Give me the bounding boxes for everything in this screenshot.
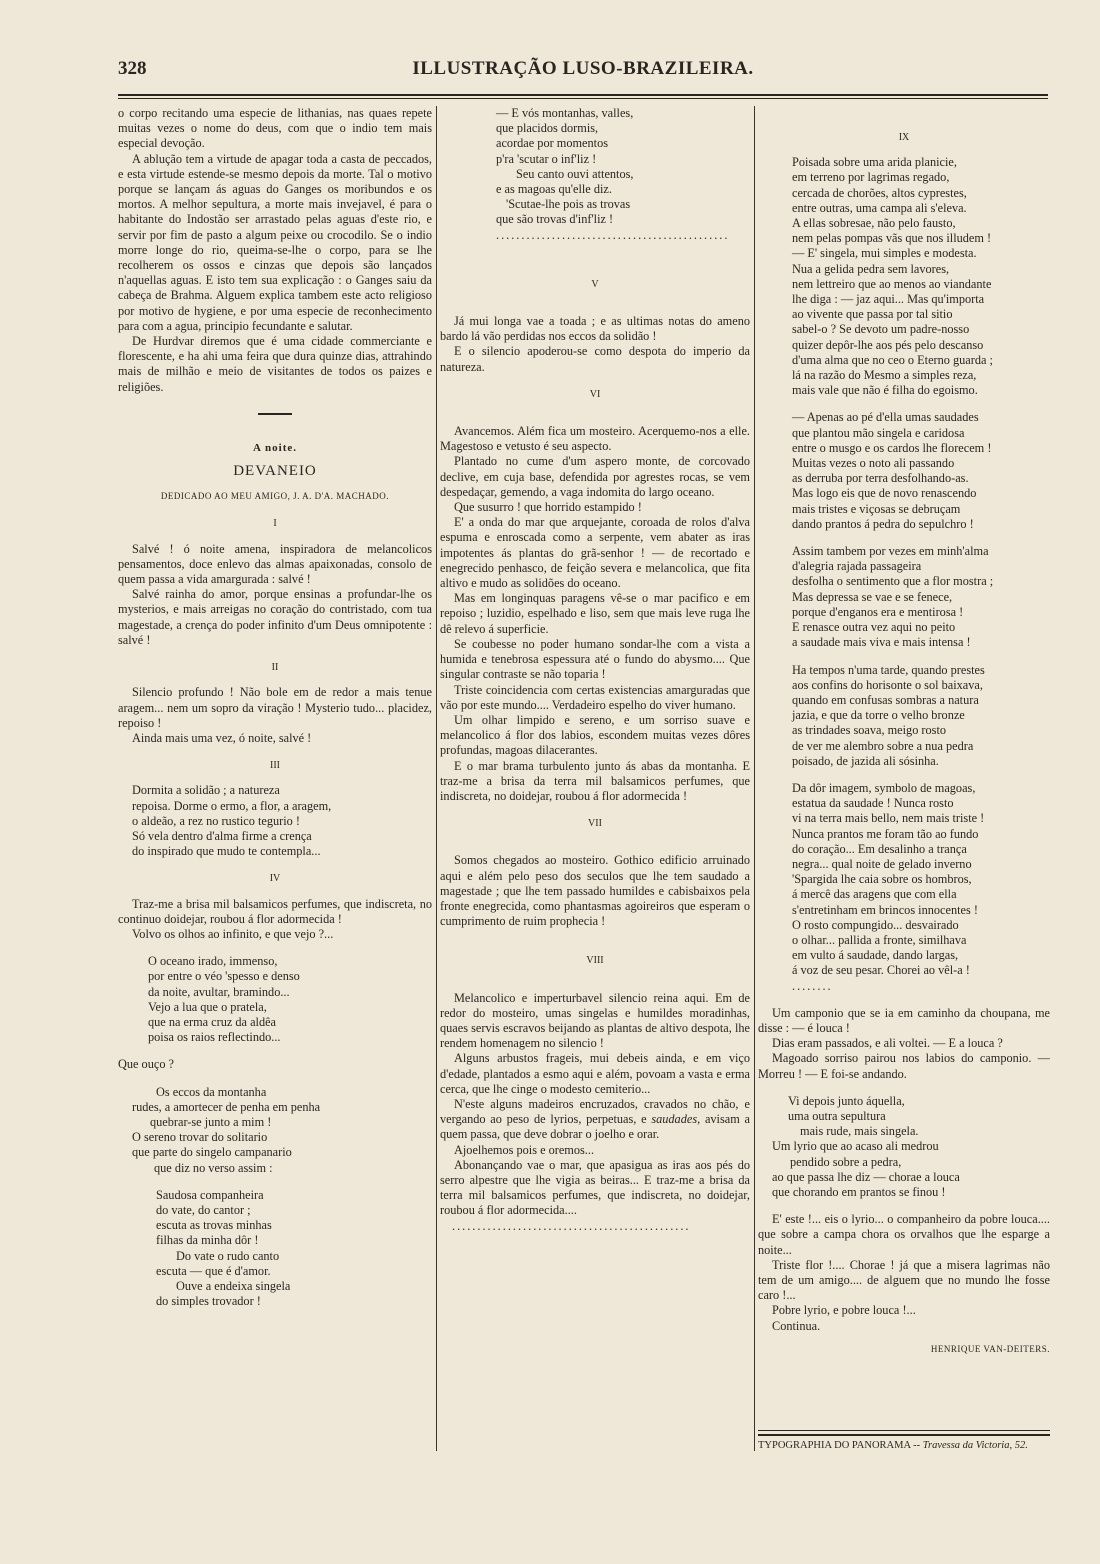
paragraph: Dias eram passados, e ali voltei. — E a louca ? (772, 1036, 1003, 1051)
ellipsis-line: .............................................. (496, 227, 730, 242)
paragraph: Abonançando vae o mar, que apasigua as iras aos pés do serro alpestre que lhe vigia as beiras... E traz-me a brisa da terra mil balsamicos perfumes, que indiscreta, no doidejar, roubou á flor adormecida.... (440, 1157, 750, 1218)
verse-line: 'Scutae-lhe pois as trovas (506, 197, 631, 212)
verse-line: 'Spargida lhe caia sobre os hombros, (792, 872, 972, 887)
verse-line: Ha tempos n'uma tarde, quando prestes (792, 662, 985, 677)
paragraph: Magoado sorriso pairou nos labios do camponio. — Morreu ! — E foi-se andando. (758, 1051, 1050, 1081)
verse-line: vi na terra mais bello, nem mais triste ! (792, 811, 985, 826)
verse-stanza (118, 954, 432, 1045)
verse-line: Mas logo eis que de novo renascendo (792, 486, 977, 501)
column-divider (754, 106, 755, 1451)
verse-line: — E vós montanhas, valles, (496, 106, 634, 120)
verse-line: as derruba por terra desfolhando-as. (792, 471, 969, 486)
verse-line: sabel-o ? Se devoto um padre-nosso (792, 322, 970, 337)
paragraph: Se coubesse no poder humano sondar-lhe com a vista a humida e tenebrosa espessura até o fundo do abysmo.... Que singular contraste se não toparia ! (440, 636, 750, 682)
verse-line: do simples trovador ! (156, 1294, 261, 1309)
paragraph: Somos chegados ao mosteiro. Gothico edificio arruinado aqui e além pelo peso dos seculos que lhe tem saudado a magestade ; que lhe tem passado humildes e cabisbaixos pela fronte enegrecida, como phantasmas agoireiros que esperam o cumprimento de ruim prophecia ! (440, 853, 750, 929)
verse-line: filhas da minha dôr ! (156, 1233, 259, 1248)
verse-line: á mercê das aragens que com ella (792, 887, 957, 902)
verse-line: — Apenas ao pé d'ella umas saudades (792, 410, 979, 425)
verse-line: da noite, avultar, bramindo... (148, 984, 290, 999)
verse-line: — E' singela, mui simples e modesta. (792, 246, 977, 261)
verse-line: O sereno trovar do solitario (132, 1130, 268, 1145)
verse-line: Que ouço ? (118, 1057, 174, 1072)
paragraph: Que susurro ! que horrido estampido ! (454, 500, 642, 515)
section-numeral: VII (588, 818, 602, 830)
verse-line: o olhar... pallida a fronte, similhava (792, 932, 967, 947)
verse-line: ao que passa lhe diz — chorae a louca (772, 1169, 960, 1184)
verse-line: porque d'enganos era e mentirosa ! (792, 604, 964, 619)
verse-line: jazia, e que da torre o velho bronze (792, 708, 965, 723)
article-title: A noite. (252, 441, 298, 454)
verse-line: em vulto á saudade, dando largas, (792, 948, 959, 963)
verse-stanza (118, 1188, 432, 1310)
verse-line: quizer depôr-lhe aos pés pelo descanso (792, 337, 984, 352)
verse-line: lhe diga : — jaz aqui... Mas qu'importa (792, 292, 985, 307)
paragraph (440, 1097, 750, 1143)
verse-line: Mas depressa se vae e se fenece, (792, 589, 953, 604)
paragraph: E' a onda do mar que arquejante, coroada de rolos d'alva espuma e enroscada como a serpente, vem abater as iras impotentes ás plantas do grã-senhor ! — de recortado e enegrecido penhasco, de feição severa e melancolica, que fita altivo e mudo as solidões do oceano. (440, 515, 750, 591)
verse-line: poisa os raios reflectindo... (148, 1030, 281, 1045)
verse-stanza (440, 106, 750, 228)
paragraph: Melancolico e imperturbavel silencio reina aqui. Em de redor do mosteiro, umas singelas e humildes moradinhas, quaes servis escravos beijando as plantas de altivo despota, lhe rendem homenagem no silencio ! (440, 990, 750, 1051)
section-numeral: II (271, 662, 279, 674)
paragraph: A ablução tem a virtude de apagar toda a casta de peccados, e esta virtude estende-se mesmo depois da morte. Tal o motivo porque se lançam ás aguas do Ganges os moribundos e os mortos. A melhor sepultura, a morte mais invejavel, é para o habitante do Indostão ser arrastado pelas aguas d'este rio, e servir por fim de pasto a algum peixe ou crocodilo. Se o indio morre longe do rio, queima-se-lhe o corpo, para se lhe recolherem os ossos e cinzas que depois são lançados n'aquellas aguas. E isto tem sua explicação : o Ganges saiu da cabeça de Brahma. Alguem explica tambem este acto religioso por motivo de hygiene, e por uma especie de reconhecimento para com a agua, principio fecundante e salutar. (118, 151, 432, 333)
verse-stanza (758, 544, 1050, 650)
verse-line: p'ra 'scutar o inf'liz ! (496, 151, 597, 166)
verse-line: de ver me alembro sobre a nua pedra (792, 738, 974, 753)
verse-line: s'entretinham em brincos innocentes ! (792, 902, 978, 917)
article-subtitle: DEVANEIO (233, 463, 317, 480)
verse-line: que chorando em prantos se finou ! (772, 1185, 946, 1199)
verse-line: Nua a gelida pedra sem lavores, (792, 261, 950, 276)
italic-word: saudades (651, 1112, 698, 1127)
verse-line: E renasce outra vez aqui no peito (792, 620, 956, 635)
paragraph: Triste coincidencia com certas existencias amarguradas que vão por este mundo.... Verdadeiro espelho do viver humano. (440, 682, 750, 712)
verse-line: quando em confusas sombras a natura (792, 692, 979, 707)
paragraph: Salvé ! ó noite amena, inspiradora de melancolicos pensamentos, doce enlevo das almas apaixonadas, consolo de quem passa a vida amargurada : salvé ! (118, 541, 432, 587)
paragraph: E o silencio apoderou-se como despota do imperio da natureza. (440, 344, 750, 374)
verse-line: uma outra sepultura (788, 1108, 886, 1123)
verse-line: nem pelas pompas vãs que nos illudem ! (792, 231, 992, 246)
paragraph: Avancemos. Além fica um mosteiro. Acerquemo-nos a elle. Magestoso e vetusto é seu aspecto. (440, 424, 750, 454)
verse-line: do coração... Em desalinho a trança (792, 841, 967, 856)
verse-line: Ouve a endeixa singela (176, 1279, 291, 1293)
verse-line: Dormita a solidão ; a natureza (132, 783, 280, 798)
verse-line: as trindades soava, meigo rosto (792, 723, 947, 738)
page-number: 328 (118, 58, 147, 79)
verse-line: estatua da saudade ! Nunca rosto (792, 796, 954, 811)
verse-line: em terreno por lagrimas regado, (792, 170, 950, 185)
verse-line: mais tristes e viçosas se debruçam (792, 501, 961, 516)
verse-line: entre outras, uma campa ali s'eleva. (792, 200, 967, 215)
ellipsis-line: ............................................... (452, 1218, 691, 1233)
verse-line: Um lyrio que ao acaso ali medrou (772, 1139, 939, 1154)
verse-line: Só vela dentro d'alma firme a crença (132, 828, 312, 843)
verse-line: o aldeão, a rez no rustico tegurio ! (132, 813, 300, 828)
verse-line: que na erma cruz da aldêa (148, 1014, 277, 1029)
paragraph: Já mui longa vae a toada ; e as ultimas notas do ameno bardo lá vão perdidas nos eccos da solidão ! (440, 314, 750, 344)
paragraph: Volvo os olhos ao infinito, e que vejo ?... (132, 926, 334, 941)
journal-title: ILLUSTRAÇÃO LUSO-BRAZILEIRA. (412, 58, 754, 79)
section-numeral: IV (269, 873, 281, 885)
verse-line: Saudosa companheira (156, 1187, 264, 1202)
paragraph: Pobre lyrio, e pobre louca !... (772, 1303, 916, 1318)
column-divider (436, 106, 437, 1451)
verse-line: do vate, do cantor ; (156, 1202, 251, 1217)
verse-line: e as magoas qu'elle diz. (496, 182, 612, 197)
verse-stanza (758, 1094, 1050, 1200)
verse-line: a saudade mais viva e mais intensa ! (792, 635, 971, 650)
section-numeral: I (273, 518, 277, 530)
verse-line: Poisada sobre uma arida planicie, (792, 155, 957, 170)
paragraph: Silencio profundo ! Não bole em de redor a mais tenue aragem... nem um sopro da viração ! Mysterio tudo... placidez, repoiso ! (118, 685, 432, 730)
section-numeral: VI (589, 388, 601, 400)
verse-line: d'uma alma que no ceo o Eterno guarda ; (792, 352, 993, 367)
paragraph: Salvé rainha do amor, porque ensinas a profundar-lhe os mysterios, e mais arreigas no coração do contristado, com tua magestade, a crença do poder infinito d'um Deus omnipotente : salvé ! (118, 587, 432, 647)
section-numeral: V (591, 278, 599, 290)
paragraph: Ainda mais uma vez, ó noite, salvé ! (132, 730, 312, 745)
verse-line: do inspirado que mudo te contempla... (132, 844, 321, 859)
header-rule (118, 94, 1048, 96)
column-3 (758, 106, 1050, 1456)
separator-rule (258, 413, 292, 415)
dedication: DEDICADO AO MEU AMIGO, J. A. D'A. MACHADO. (160, 491, 390, 502)
verse-line: Do vate o rudo canto (176, 1248, 280, 1263)
verse-line: mais rude, mais singela. (800, 1124, 919, 1139)
verse-line: lá na razão do Mesmo a simples reza, (792, 368, 977, 383)
verse-line: negra... qual noite de gelado inverno (792, 856, 972, 871)
verse-line: pendido sobre a pedra, (790, 1154, 902, 1169)
paragraph: Plantado no cume d'um aspero monte, de corcovado declive, em cuja base, defendida por agrestes rocas, se vem despedaçar, gemendo, a vaga indomita do largo oceano. (440, 454, 750, 499)
verse-line: por entre o véo 'spesso e denso (148, 969, 300, 984)
verse-line: que diz no verso assim : (154, 1160, 273, 1175)
verse-stanza (758, 781, 1050, 979)
verse-line: mais vale que não é filha do egoismo. (792, 383, 978, 398)
verse-stanza (758, 155, 1050, 398)
verse-line: O rosto compungido... desvairado (792, 917, 959, 932)
author-signature: HENRIQUE VAN-DEITERS. (930, 1343, 1050, 1354)
verse-line: acordae por momentos (496, 136, 608, 151)
verse-line: que parte do singelo campanario (132, 1145, 292, 1160)
ellipsis-line: ........ (792, 978, 833, 993)
verse-line: nem lettreiro que ao menos ao viandante (792, 276, 992, 291)
paragraph: Triste flor !.... Chorae ! já que a misera lagrimas não tem de um amigo.... de alguem que no mundo lhe fosse caro !... (758, 1257, 1050, 1303)
verse-line: Assim tambem por vezes em minh'alma (792, 544, 989, 559)
verse-line: Vi depois junto áquella, (788, 1093, 905, 1108)
column-2 (440, 106, 750, 1456)
paragraph: De Hurdvar diremos que é uma cidade commerciante e florescente, e ha ahi uma feira que dura quinze dias, attrahindo mais de milhão e meio de visitantes de todos os paizes e religiões. (118, 334, 432, 394)
footer-rule-thick (758, 1434, 1050, 1436)
verse-line: desfolha o sentimento que a flor mostra ; (792, 574, 994, 589)
verse-line: Da dôr imagem, symbolo de magoas, (792, 780, 976, 795)
printer-name: TYPOGRAPHIA DO PANORAMA -- (758, 1440, 921, 1451)
verse-line: escuta — que é d'amor. (156, 1263, 271, 1278)
verse-line: poisado, de jazida ali sósinha. (792, 753, 939, 768)
verse-line: Os eccos da montanha (156, 1084, 267, 1099)
verse-line: á voz de seu pesar. Chorei ao vêl-a ! (792, 963, 970, 978)
verse-line: Vejo a lua que o pratela, (148, 999, 267, 1014)
verse-line: entre o musgo e os cardos lhe florecem ! (792, 440, 992, 455)
verse-stanza (758, 410, 1050, 532)
verse-line: aos confins do horisonte o sol baixava, (792, 677, 983, 692)
verse-line: rudes, a amortecer de penha em penha (132, 1099, 321, 1114)
verse-line: ao vivente que passa por tal sitio (792, 307, 953, 322)
verse-line: que são trovas d'inf'liz ! (496, 212, 614, 227)
verse-line: d'alegria rajada passageira (792, 559, 922, 574)
verse-line: quebrar-se junto a mim ! (150, 1114, 272, 1129)
verse-line: Seu canto ouvi attentos, (516, 166, 634, 181)
paragraph: Ajoelhemos pois e oremos... (454, 1142, 595, 1157)
verse-line: repoisa. Dorme o ermo, a flor, a aragem, (132, 798, 332, 813)
paragraph: Um camponio que se ia em caminho da choupana, me disse : — é louca ! (758, 1005, 1050, 1035)
verse-stanza (118, 1085, 432, 1176)
printer-imprint (758, 1440, 1058, 1451)
verse-line: Muitas vezes o noto ali passando (792, 456, 955, 471)
section-numeral: III (270, 760, 280, 772)
section-numeral: VIII (586, 955, 604, 967)
verse-line: dando prantos á pedra do sepulchro ! (792, 516, 974, 531)
text-run: N'este alguns madeiros encruzados, cravados no chão, e vergando ao peso de lyrios, perpetuas, e (440, 1096, 750, 1127)
column-1 (118, 106, 432, 1456)
paragraph: E' este !... eis o lyrio... o companheiro da pobre louca.... que sobre a campa chora os orvalhos que lhe esparge a noite... (758, 1212, 1050, 1257)
to-be-continued: Continua. (772, 1318, 821, 1333)
verse-stanza (118, 783, 432, 859)
header-rule-thin (118, 98, 1048, 99)
verse-line: Nunca prantos me foram tão ao fundo (792, 826, 979, 841)
verse-line: O oceano irado, immenso, (148, 954, 278, 969)
page-header (118, 58, 1048, 84)
paragraph: o corpo recitando uma especie de lithanias, nas quaes repete muitas vezes o nome do deus, com que o indio tem mais especial devoção. (118, 106, 432, 151)
printer-address: Travessa da Victoria, 52. (922, 1440, 1028, 1451)
verse-stanza (758, 663, 1050, 769)
verse-line: que placidos dormis, (496, 121, 599, 136)
paragraph: E o mar brama turbulento junto ás abas da montanha. E traz-me a brisa da terra mil balsamicos perfumes, que indiscreta, no doidejar, roubou á flor adormecida ! (440, 758, 750, 803)
verse-line: cercada de chorões, altos cyprestes, (792, 185, 967, 200)
text-run: , avisam a quem passa, que deve dobrar o joelho e orar. (440, 1112, 750, 1142)
paragraph: Alguns arbustos frageis, mui debeis ainda, e em viço d'edade, plantados a esmo aqui e além, povoam a vasta e erma cerca, que lhe cinge o modesto cemiterio... (440, 1051, 750, 1096)
paragraph: Traz-me a brisa mil balsamicos perfumes, que indiscreta, no continuo doidejar, roubou á flor adormecida ! (118, 896, 432, 926)
paragraph: Um olhar limpido e sereno, e um sorriso suave e melancolico á flor dos labios, escondem muitas vezes dôres profundas, magoas dilacerantes. (440, 712, 750, 758)
footer-rule (758, 1430, 1050, 1431)
verse-line: A ellas sobresae, não pelo fausto, (792, 216, 956, 231)
verse-line: que plantou mão singela e caridosa (792, 425, 965, 440)
verse-line: escuta as trovas minhas (156, 1218, 272, 1233)
paragraph: Mas em longinquas paragens vê-se o mar pacifico e em repoiso ; luzidio, espelhado e liso, sem que mais leve ruga lhe dê relevo á superficie. (440, 591, 750, 636)
section-numeral: IX (898, 132, 910, 143)
